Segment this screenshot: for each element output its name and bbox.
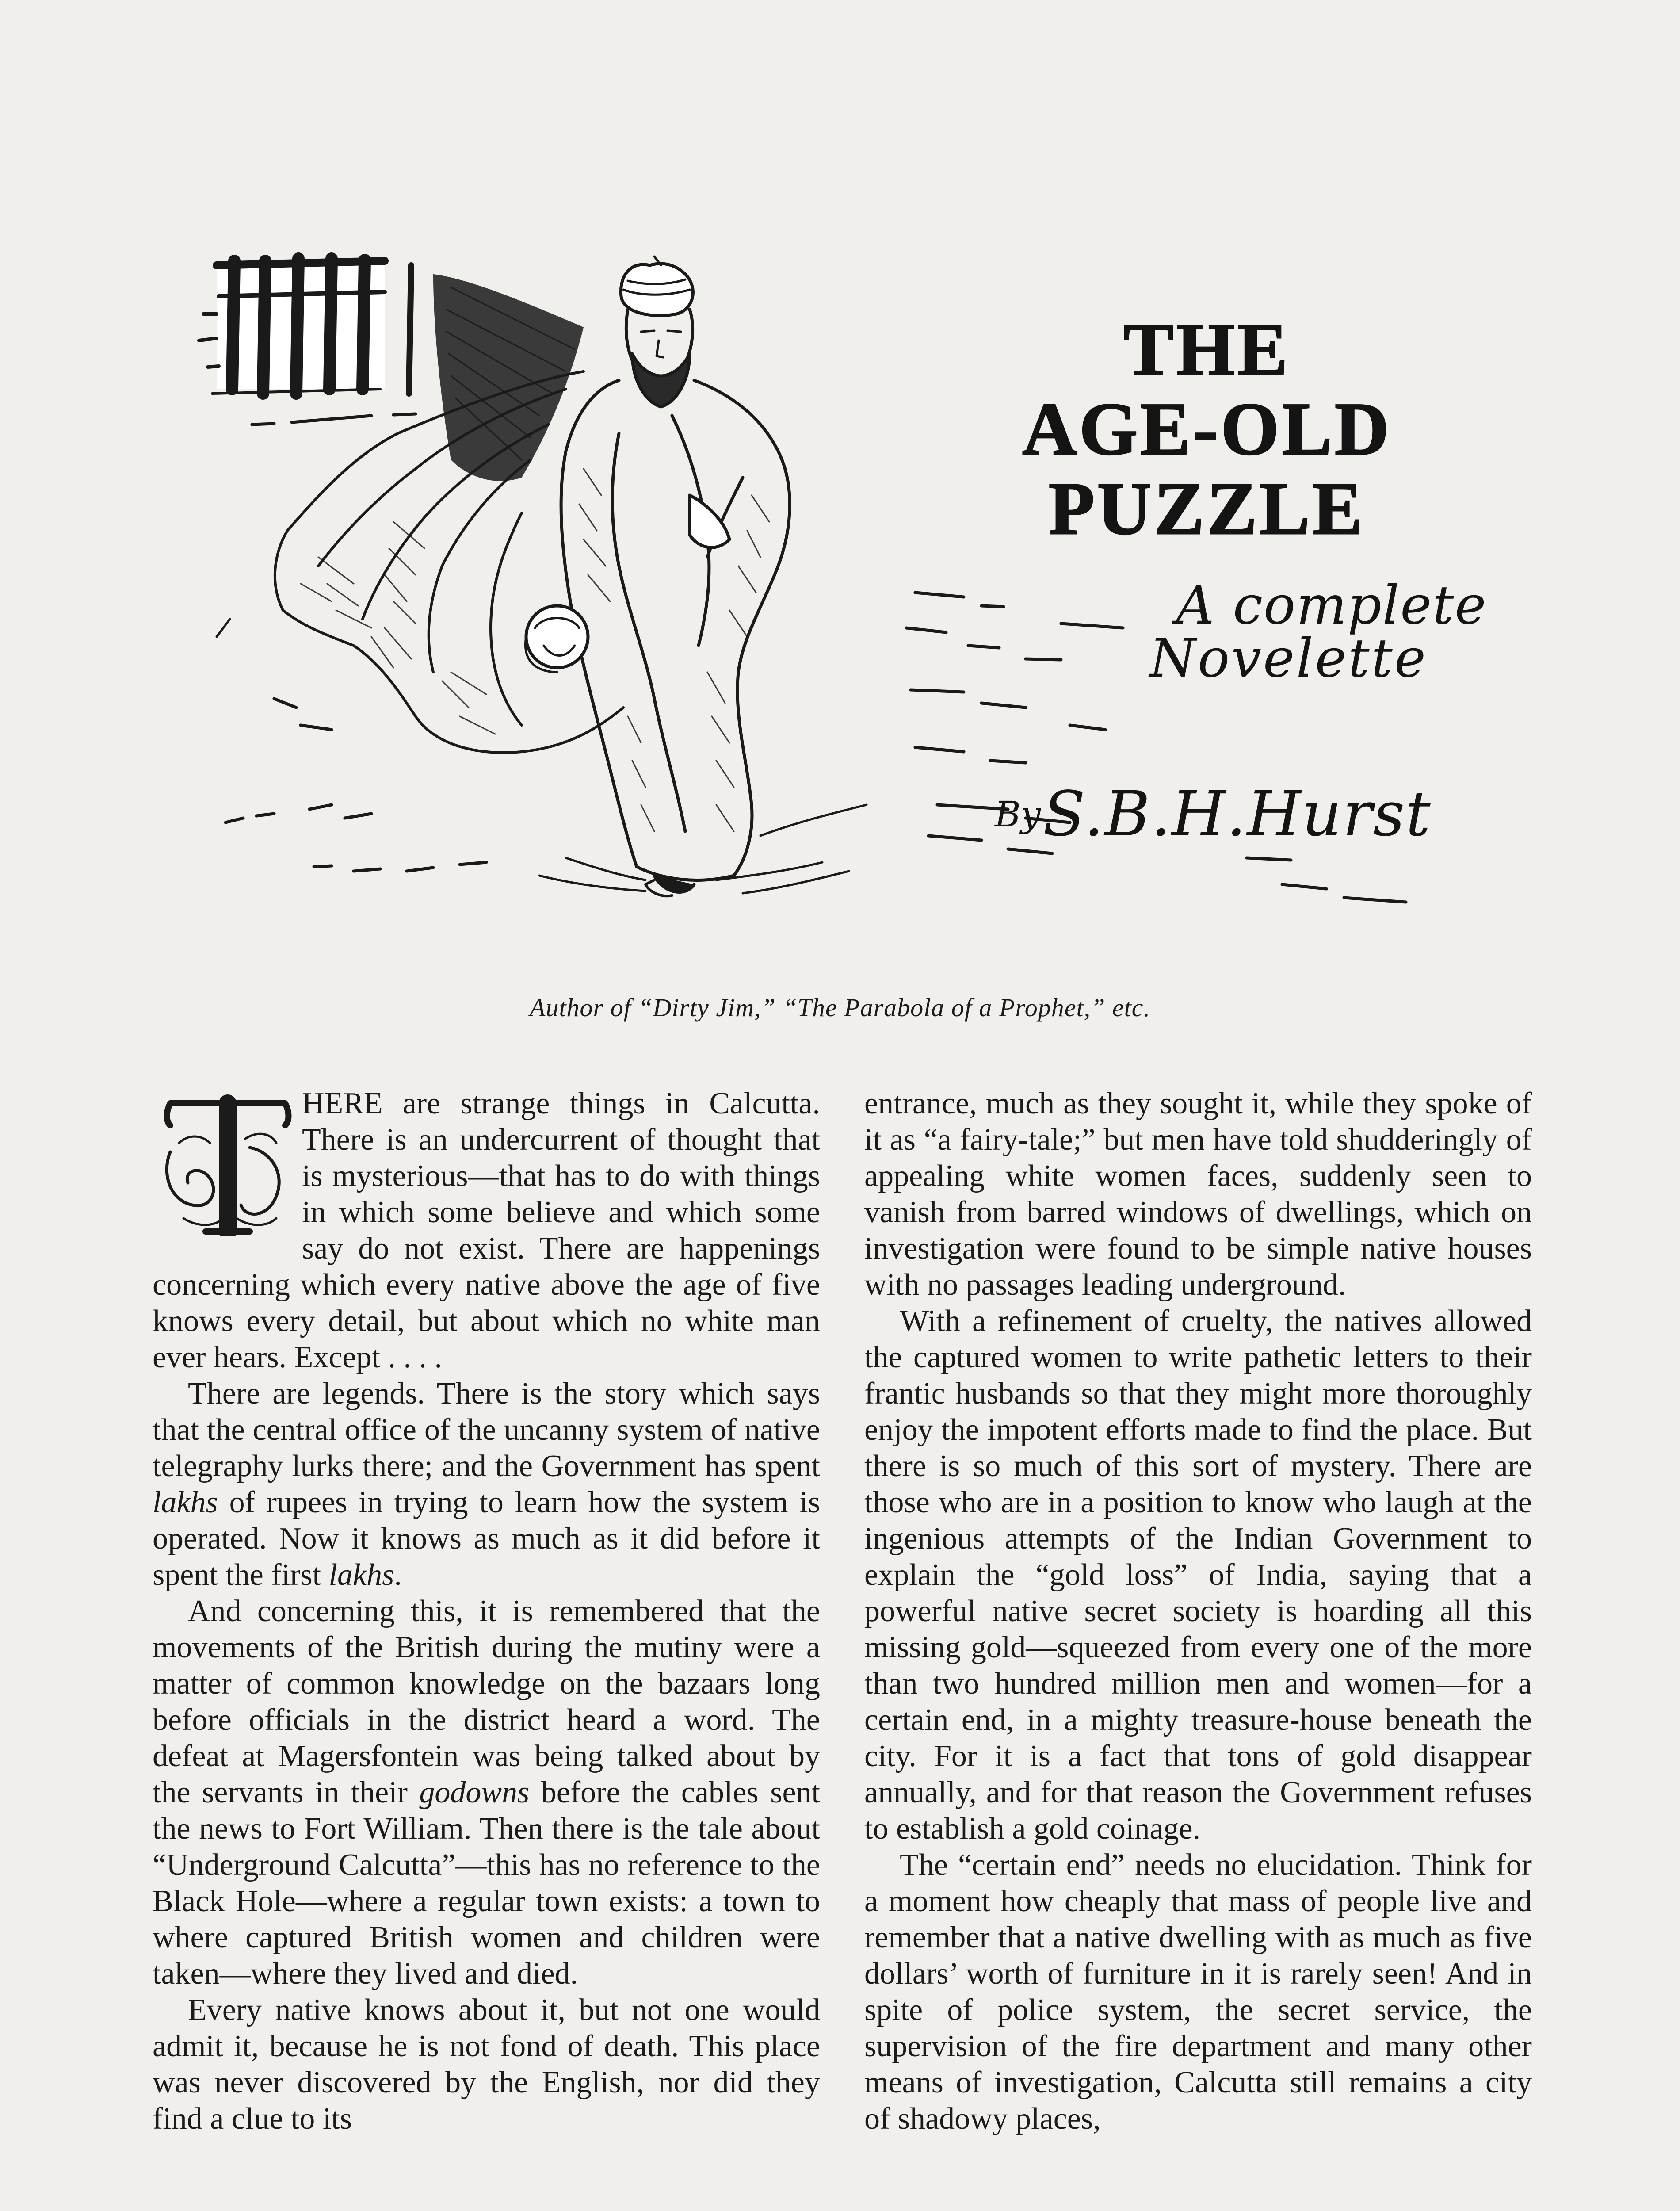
paragraph-2-emphasis-1: lakhs <box>153 1485 218 1519</box>
paragraph-3-text-a: And concerning this, it is remembered that the movements of the British during the mutiny were a matter of common knowledge on the bazaars long before officials in the district heard a word. The defeat at Magersfontein was being talked about by the servants in their <box>153 1594 820 1809</box>
paragraph-2-text-c: . <box>394 1558 402 1592</box>
paragraph-3 <box>153 1593 820 1992</box>
barred-window <box>199 259 411 394</box>
paragraph-2-emphasis-2: lakhs <box>328 1558 394 1592</box>
wall-shadow <box>433 274 584 481</box>
paragraph-3-emphasis: godowns <box>419 1775 530 1809</box>
paragraph-1: HERE are strange things in Calcutta. There is an undercurrent of thought that is mysterious—that has to do with things in which some believe and which some say do not exist. There are happenings concerning which every native above the age of five knows every detail, but about which no white man ever hears. Except . . . . <box>153 1086 820 1374</box>
right-column <box>864 1086 1532 2137</box>
left-column <box>153 1086 820 2137</box>
paragraph-2-text-a: There are legends. There is the story which says that the central office of the uncanny system of native telegraphy lurks there; and the Government has spent <box>153 1377 820 1483</box>
byline <box>995 778 1437 867</box>
paragraph-4: Every native knows about it, but not one would admit it, because he is not fond of death. This place was never discovered by the English, nor did they find a clue to its <box>153 1993 820 2136</box>
title-line-3: PUZZLE <box>1048 467 1366 550</box>
byline-author: S.B.H.Hurst <box>1043 778 1432 850</box>
paragraph-5: entrance, much as they sought it, while they spoke of it as “a fairy-tale;” but men have told shudderingly of appealing white women faces, suddenly seen to vanish from barred windows of dwellings, which on investigation were found to be simple native houses with no passages leading underground. <box>864 1086 1532 1302</box>
title-block <box>964 310 1450 548</box>
drop-cap <box>153 1086 294 1236</box>
paragraph-3-text-b: before the cables sent the news to Fort William. Then there is the tale about “Underground Calcutta”—this has no reference to the Black Hole—where a regular town exists: a town to where captured British women and children were taken—where they lived and died. <box>153 1775 820 1991</box>
title-line-2: AGE-OLD <box>1022 387 1392 471</box>
subtitle-line-2: Novelette <box>1149 628 1428 689</box>
paragraph-2-text-b: of rupees in trying to learn how the system is operated. Now it knows as much as it did before it spent the first <box>153 1485 820 1592</box>
paragraph-6: With a refinement of cruelty, the natives allowed the captured women to write pathetic letters to their frantic husbands so that they might more thoroughly enjoy the impotent efforts made to find the place. But there is so much of this sort of mystery. There are those who are in a position to know who laugh at the ingenious attempts of the Indian Government to explain the “gold loss” of India, saying that a powerful native secret society is hoarding all this missing gold—squeezed from every one of the more than two hundred million men and women—for a certain end, in a mighty treasure-house beneath the city. For it is a fact that tons of gold disappear annually, and for that reason the Government refuses to establish a gold coinage. <box>864 1304 1532 1846</box>
byline-by: By <box>995 794 1041 835</box>
paragraph-7: The “certain end” needs no elucidation. Think for a moment how cheaply that mass of people live and remember that a native dwelling with as much as five dollars’ worth of furniture in it is rarely seen! And in spite of police system, the secret service, the supervision of the fire department and many other means of investigation, Calcutta still remains a city of shadowy places, <box>864 1848 1532 2136</box>
title-line-1: THE <box>1123 308 1291 391</box>
paragraph-2 <box>153 1376 820 1593</box>
subtitle-line-1: A complete <box>1176 575 1487 636</box>
author-credit: Author of “Dirty Jim,” “The Parabola of a Prophet,” etc. <box>530 993 1150 1022</box>
subtitle <box>1149 575 1512 694</box>
